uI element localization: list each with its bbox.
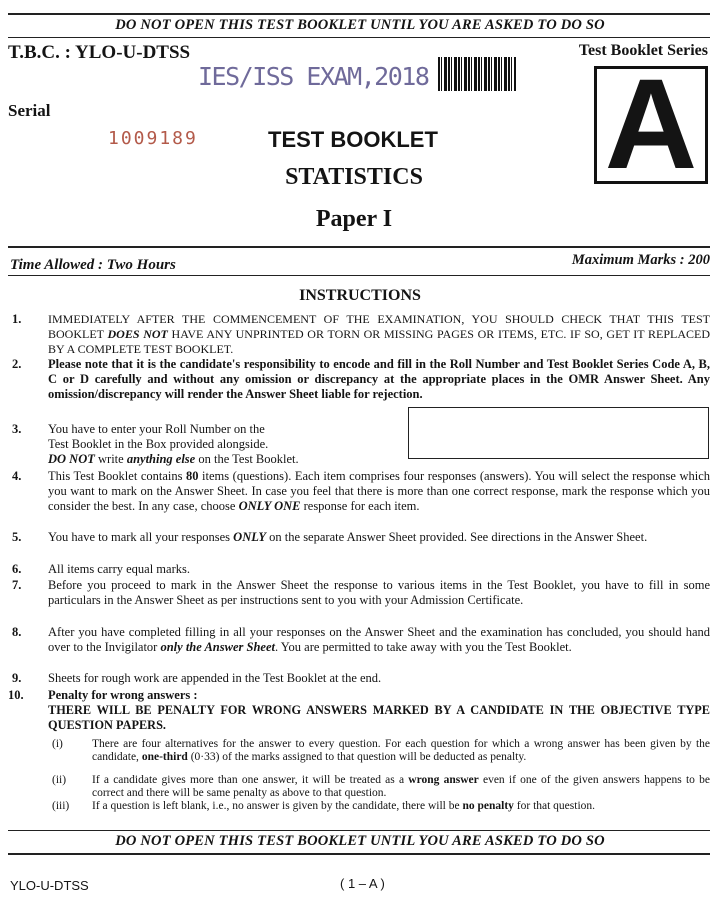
meta-rule-bottom [8, 275, 710, 276]
instruction-text: Test Booklet in the Box provided alongside. [48, 437, 269, 451]
instruction-text: IMMEDIATELY AFTER THE COMMENCEMENT OF THE EXAMINATION, YOU SHOULD CHECK THAT THIS TEST BOOKLET [48, 312, 710, 341]
barcode-icon [438, 57, 516, 91]
instruction-text: All items carry equal marks. [48, 562, 190, 576]
instruction-text: . You are permitted to take away with you the Test Booklet. [274, 639, 572, 654]
sub-text: There are four alternatives for the answer to every question. For each question for which a wrong answer has been given by the candidate, [92, 738, 710, 763]
footer-rule-bottom [8, 853, 710, 855]
sub-text: If a candidate gives more than one answer, it will be treated as a [92, 774, 409, 786]
bottom-warning: DO NOT OPEN THIS TEST BOOKLET UNTIL YOU ARE ASKED TO DO SO [115, 833, 605, 849]
sub-number: (ii) [52, 774, 67, 786]
sub-number: (iii) [52, 800, 70, 812]
instruction-number: 9. [12, 671, 22, 685]
instruction-text: write [94, 452, 127, 466]
instruction-text: Sheets for rough work are appended in the Test Booklet at the end. [48, 671, 382, 685]
instruction-text: on the separate Answer Sheet provided. See directions in the Answer Sheet. [266, 530, 648, 544]
instruction-emphasis: DO NOT [48, 452, 95, 466]
instruction-emphasis: 80 [186, 469, 199, 483]
booklet-title: TEST BOOKLET [268, 127, 438, 152]
meta-rule-top [8, 246, 710, 248]
top-rule [8, 13, 710, 15]
instruction-number: 1. [12, 312, 22, 326]
sub-number: (i) [52, 738, 63, 750]
instruction-text: You have to enter your Roll Number on the [48, 422, 265, 436]
top-warning: DO NOT OPEN THIS TEST BOOKLET UNTIL YOU ARE ASKED TO DO SO [115, 17, 605, 33]
instruction-number: 3. [12, 422, 22, 436]
instruction-emphasis: ONLY ONE [238, 498, 301, 513]
instruction-text: After you have completed filling in all your responses on the Answer Sheet and the examination has concluded, you should hand over to the Invigilator [48, 625, 710, 654]
instruction-text: Please note that it is the candidate's responsibility to encode and fill in the Roll Number and Test Booklet Series Code A, B, C or D carefully and without any omission or discrepancy at the appropriate places in the OMR Answer Sheet. Any omission/discrepancy will render the Answer Sheet liable for rejection. [48, 357, 710, 401]
instruction-text: You have to mark all your responses [48, 530, 234, 544]
instruction-text: HAVE ANY UNPRINTED OR TORN OR MISSING PAGES OR ITEMS, ETC. IF SO, GET IT REPLACED BY A COMPLETE TEST BOOKLET. [48, 326, 711, 356]
instruction-emphasis: only the Answer Sheet [160, 639, 275, 654]
sub-text: for that question. [513, 800, 596, 812]
penalty-text: THERE WILL BE PENALTY FOR WRONG ANSWERS MARKED BY A CANDIDATE IN THE OBJECTIVE TYPE QUESTION PAPERS. [48, 703, 710, 732]
time-allowed: Time Allowed : Two Hours [10, 257, 176, 273]
sub-text: If a question is left blank, i.e., no answer is given by the candidate, there will be [92, 800, 463, 812]
sub-text: even if one of the given answers happens to be correct and there will be same penalty as above to that question. [92, 774, 710, 799]
instruction-number: 6. [12, 562, 22, 576]
instruction-number: 10. [8, 688, 24, 702]
tbc-code: T.B.C. : YLO-U-DTSS [8, 42, 191, 63]
instruction-number: 8. [12, 625, 22, 639]
instruction-number: 4. [12, 469, 22, 483]
footer-rule-top [8, 830, 710, 831]
sub-emphasis: wrong answer [408, 774, 479, 786]
serial-number: 1009189 [108, 128, 198, 149]
subject-title: STATISTICS [285, 164, 423, 190]
sub-emphasis: no penalty [462, 800, 514, 812]
page-number: ( 1 – A ) [340, 876, 385, 891]
instruction-text: Before you proceed to mark in the Answer Sheet the response to various items in the Test Booklet, you have to fill in some particulars in the Answer Sheet as per instructions sent to you with your Admission Certificate. [48, 578, 710, 607]
instruction-text: items (questions). Each item comprises four responses (answers). You will select the response which you want to mark on the Answer Sheet. In case you feel that there is more than one correct response, mark the response which you consider the best. In any case, choose [48, 469, 710, 513]
sub-emphasis: one-third [141, 750, 188, 763]
footer-code: YLO-U-DTSS [10, 878, 89, 893]
header-rule [8, 37, 710, 38]
instruction-text: This Test Booklet contains [48, 469, 187, 483]
serial-label: Serial [8, 101, 51, 120]
max-marks: Maximum Marks : 200 [571, 252, 710, 268]
series-letter: A [604, 53, 698, 196]
exam-stamp: IES/ISS EXAM,2018 [198, 62, 429, 91]
sub-text: (0·33) of the marks assigned to that question will be deducted as penalty. [187, 750, 527, 763]
instruction-text: response for each item. [300, 498, 420, 513]
penalty-title: Penalty for wrong answers : [48, 688, 198, 702]
paper-title: Paper I [315, 206, 393, 232]
instruction-number: 2. [12, 357, 22, 371]
instruction-text: on the Test Booklet. [195, 452, 299, 466]
instruction-number: 7. [12, 578, 22, 592]
instruction-emphasis: DOES NOT [107, 326, 168, 341]
instruction-emphasis: anything else [126, 452, 196, 466]
series-label: Test Booklet Series [578, 42, 708, 59]
roll-number-box[interactable] [408, 407, 709, 459]
instructions-title: INSTRUCTIONS [299, 287, 421, 304]
instruction-number: 5. [12, 530, 22, 544]
instruction-emphasis: ONLY [233, 530, 267, 544]
